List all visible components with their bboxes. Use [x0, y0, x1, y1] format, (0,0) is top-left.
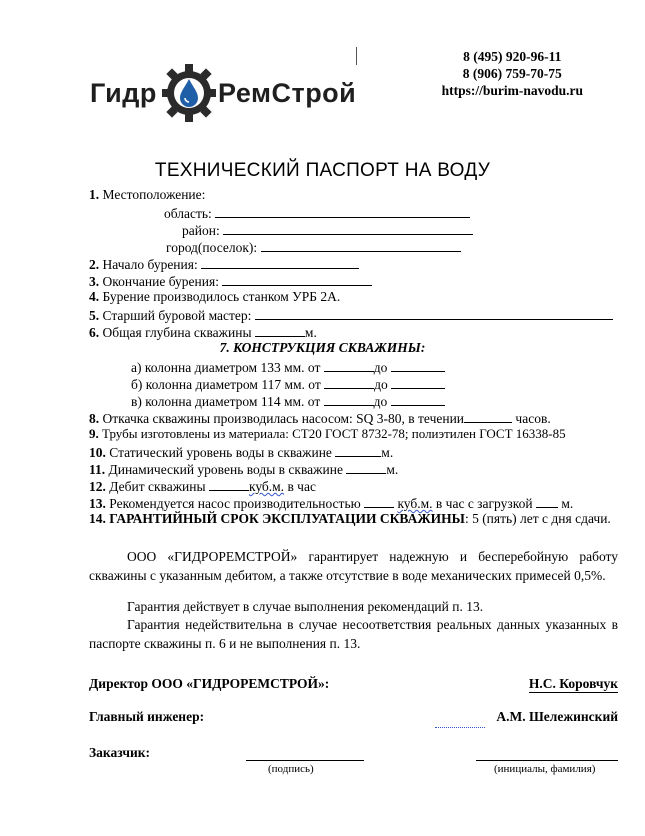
signature-caption: (подпись) — [268, 763, 314, 775]
item-1: 1. Местоположение: — [89, 187, 206, 202]
item-4: 4. Бурение производилось станком УРБ 2А. — [89, 289, 341, 304]
item-9: 9. Трубы изготовлены из материала: СТ20 ГОСТ 8732-78; полиэтилен ГОСТ 16338-85 — [89, 426, 566, 441]
column-b: б) колонна диаметром 117 мм. от до — [131, 375, 445, 393]
director-label: Директор ООО «ГИДРОРЕМСТРОЙ»: — [89, 676, 330, 691]
field-city: город(поселок): — [166, 238, 461, 256]
customer-label: Заказчик: — [89, 745, 151, 760]
website-url: https://burim-navodu.ru — [441, 83, 583, 98]
item-10: 10. Статический уровень воды в скважине м. — [89, 445, 394, 460]
engineer-signature-line — [435, 727, 485, 728]
logo-text-right: РемСтрой — [218, 78, 357, 108]
engineer-name: А.М. Шележинский — [496, 709, 618, 724]
guarantee-condition: Гарантия действует в случае выполнения рекомендаций п. 13. — [127, 599, 484, 614]
gear-drop-icon — [160, 62, 218, 124]
item-14: 14. ГАРАНТИЙНЫЙ СРОК ЭКСПЛУАТАЦИИ СКВАЖИНЫ: 5 (пять) лет с дня сдачи. — [89, 511, 611, 526]
logo — [90, 62, 357, 124]
item-13: 13. Рекомендуется насос производительностью куб.м. в час с загрузкой м. — [89, 496, 574, 511]
item-2: 2. Начало бурения: — [89, 255, 359, 273]
name-caption: (инициалы, фамилия) — [494, 763, 596, 775]
logo-text-left: Гидр — [90, 78, 157, 108]
item-12: 12. Дебит скважины куб.м. в час — [89, 479, 316, 494]
column-c: в) колонна диаметром 114 мм. от до — [131, 392, 445, 410]
item-11: 11. Динамический уровень воды в скважине м. — [89, 462, 399, 477]
item-7-heading: 7. КОНСТРУКЦИЯ СКВАЖИНЫ: — [219, 340, 426, 355]
item-6: 6. Общая глубина скважины м. — [89, 325, 317, 340]
contacts — [442, 48, 583, 99]
column-a: а) колонна диаметром 133 мм. от до — [131, 358, 445, 376]
director-name: Н.С. Коровчук — [528, 676, 618, 691]
item-5: 5. Старший буровой мастер: — [89, 306, 613, 324]
document-title: ТЕХНИЧЕСКИЙ ПАСПОРТ НА ВОДУ — [154, 160, 491, 181]
guarantee-paragraph: ООО «ГИДРОРЕМСТРОЙ» гарантирует надежную и бесперебойную работу скважины с указанным дебитом, а также отсутствие в воде механических примесей 0,5%. — [89, 549, 618, 583]
header-divider — [356, 47, 357, 65]
customer-signature-line — [246, 760, 364, 761]
field-district: район: — [182, 221, 473, 239]
field-region: область: — [164, 204, 470, 222]
phone-2: 8 (906) 759-70-75 — [462, 66, 562, 81]
phone-1: 8 (495) 920-96-11 — [463, 49, 562, 64]
item-8: 8. Откачка скважины производилась насосом: SQ 3-80, в течении часов. — [89, 411, 551, 426]
guarantee-invalid: Гарантия недействительна в случае несоответствия реальных данных указанных в паспорте скважины п. 6 и не выполнения п. 13. — [89, 617, 618, 651]
customer-name-line — [476, 760, 618, 761]
engineer-label: Главный инженер: — [89, 709, 205, 724]
item-3: 3. Окончание бурения: — [89, 272, 372, 290]
